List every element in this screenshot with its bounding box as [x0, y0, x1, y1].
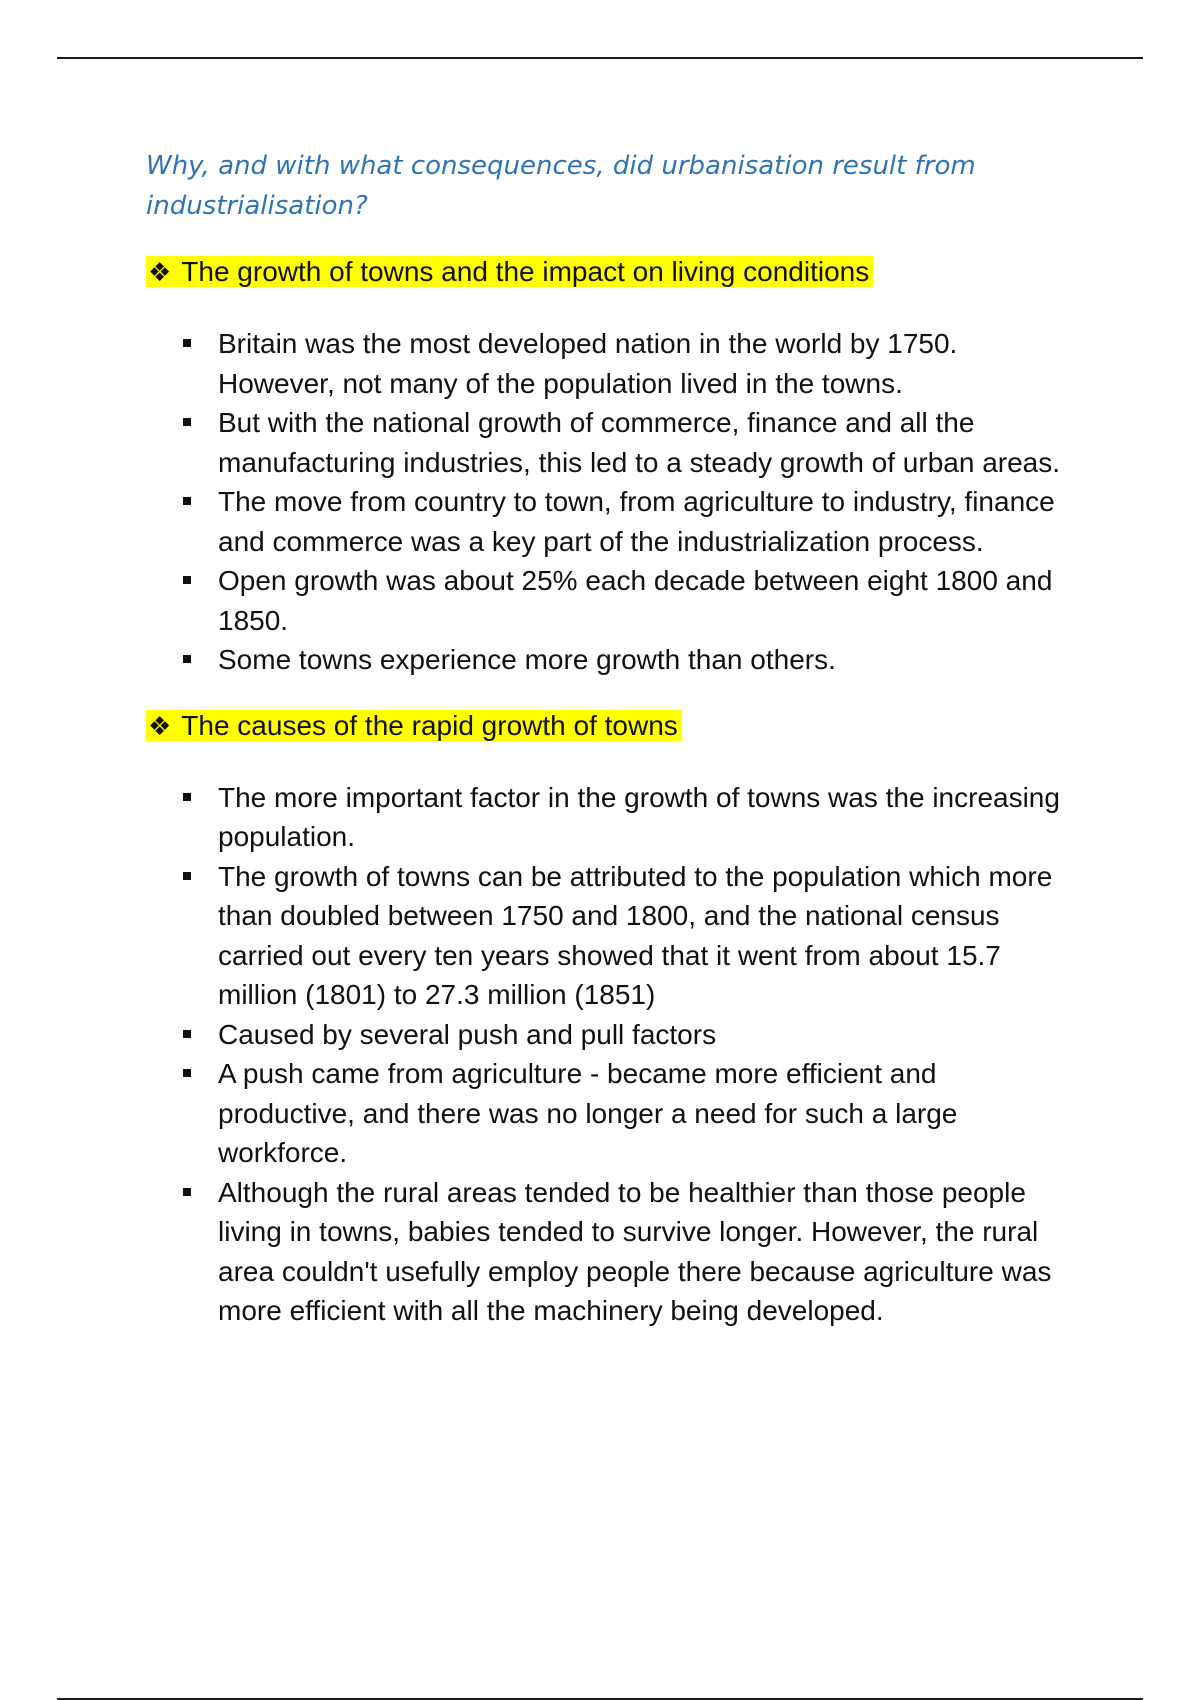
list-item-text: The growth of towns can be attributed to the population which more than doubled between 1750 and 1800, and the national census carried out every ten years showed that it went from about 15.7 million (1801) to 27.3 million (1851) — [218, 860, 1053, 1010]
section-heading — [146, 706, 1066, 746]
list-item — [218, 1015, 1066, 1055]
list-item-text: Although the rural areas tended to be healthier than those people living in towns, babies tended to survive longer. However, the rural area couldn't usefully employ people there because agriculture was more efficient with all the machinery being developed. — [218, 1176, 1052, 1326]
square-bullet-icon — [183, 655, 191, 663]
square-bullet-icon — [183, 497, 191, 505]
list-item-text: Some towns experience more growth than others. — [218, 644, 836, 675]
list-item-text: Caused by several push and pull factors — [218, 1018, 717, 1050]
list-item — [218, 778, 1066, 857]
four-diamond-icon: ❖ — [148, 257, 172, 287]
bullet-list — [146, 778, 1066, 1331]
square-bullet-icon — [183, 872, 191, 880]
list-item — [218, 1173, 1066, 1331]
list-item-text: But with the national growth of commerce, finance and all the manufacturing industries, this led to a steady growth of urban areas. — [218, 407, 1061, 478]
list-item-text: Open growth was about 25% each decade between eight 1800 and 1850. — [218, 565, 1053, 636]
section-growth-of-towns — [146, 252, 1066, 680]
square-bullet-icon — [183, 339, 191, 347]
list-item — [218, 403, 1066, 482]
list-item — [218, 1054, 1066, 1173]
bullet-list — [146, 324, 1066, 680]
top-rule — [57, 57, 1143, 59]
section-heading-text: The growth of towns and the impact on living conditions — [181, 256, 870, 287]
square-bullet-icon — [183, 1069, 191, 1077]
list-item-text: The move from country to town, from agriculture to industry, finance and commerce was a key part of the industrialization process. — [218, 486, 1055, 557]
list-item — [218, 561, 1066, 640]
square-bullet-icon — [183, 1188, 191, 1196]
list-item — [218, 482, 1066, 561]
square-bullet-icon — [183, 1030, 191, 1038]
square-bullet-icon — [183, 418, 191, 426]
square-bullet-icon — [183, 576, 191, 584]
highlight — [146, 710, 682, 741]
list-item — [218, 324, 1066, 403]
page-content — [146, 146, 1066, 1331]
section-heading-text: The causes of the rapid growth of towns — [181, 709, 678, 741]
highlight — [146, 256, 873, 287]
list-item — [218, 640, 1066, 680]
list-item-text: Britain was the most developed nation in the world by 1750. However, not many of the population lived in the towns. — [218, 328, 958, 399]
section-heading — [146, 252, 1066, 292]
square-bullet-icon — [183, 793, 191, 801]
list-item-text: The more important factor in the growth of towns was the increasing population. — [218, 781, 1060, 852]
page-question-title: Why, and with what consequences, did urbanisation result from industrialisation? — [146, 151, 976, 221]
section-causes-of-growth — [146, 706, 1066, 1331]
list-item — [218, 857, 1066, 1015]
list-item-text: A push came from agriculture - became more efficient and productive, and there was no longer a need for such a large workforce. — [218, 1058, 958, 1168]
four-diamond-icon: ❖ — [148, 710, 172, 741]
